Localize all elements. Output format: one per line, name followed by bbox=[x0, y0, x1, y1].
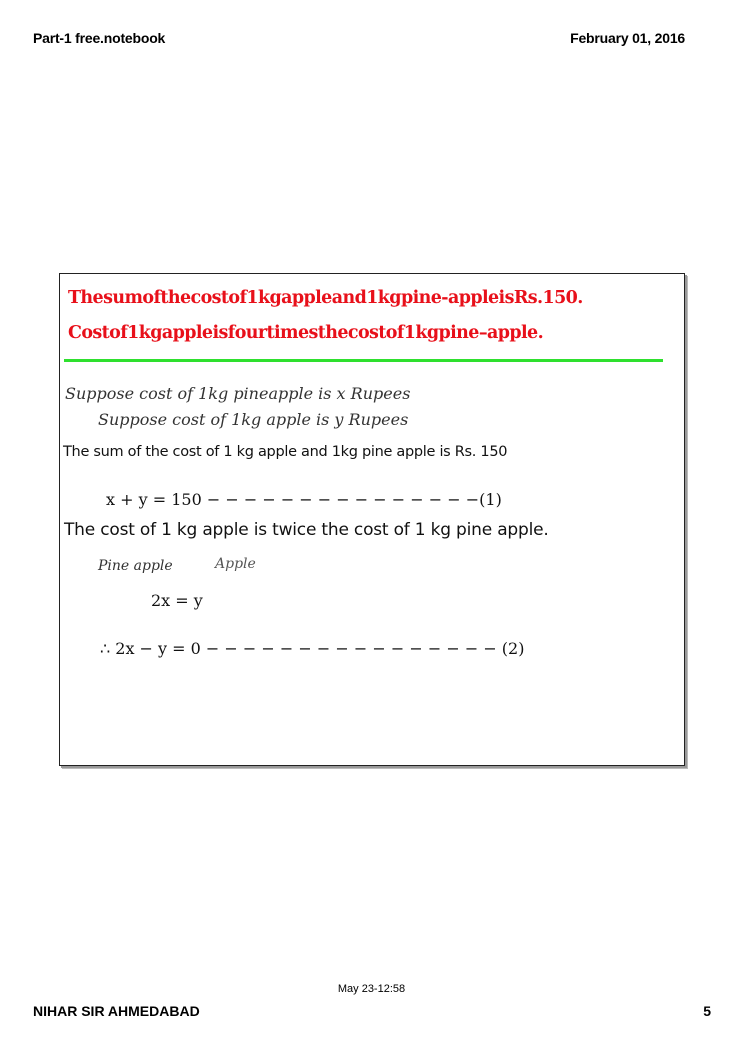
problem-title-line-1: Thesumofthecostof1kgappleand1kgpine-appleisRs.150. bbox=[68, 288, 583, 308]
footer-timestamp: May 23-12:58 bbox=[337, 983, 406, 995]
assumption-apple: Suppose cost of 1kg apple is y Rupees bbox=[98, 410, 409, 429]
page-number: 5 bbox=[703, 1003, 711, 1019]
notebook-slide bbox=[59, 273, 685, 766]
equation-2: ∴ 2x − y = 0 − − − − − − − − − − − − − − − − (2) bbox=[100, 639, 525, 658]
relation-equation: 2x = y bbox=[151, 591, 203, 610]
problem-title-line-2: Costof1kgappleisfourtimesthecostof1kgpine–apple. bbox=[68, 323, 544, 343]
title-divider bbox=[64, 359, 663, 362]
footer-author: NIHAR SIR AHMEDABAD bbox=[33, 1003, 200, 1019]
assumption-pineapple: Suppose cost of 1kg pineapple is x Rupees bbox=[65, 384, 411, 403]
label-pineapple: Pine apple bbox=[98, 558, 173, 574]
sum-condition-text: The sum of the cost of 1 kg apple and 1kg pine apple is Rs. 150 bbox=[63, 444, 508, 460]
equation-1: x + y = 150 − − − − − − − − − − − − − − −(1) bbox=[106, 490, 502, 509]
notebook-title: Part-1 free.notebook bbox=[33, 30, 166, 46]
header-date: February 01, 2016 bbox=[570, 30, 685, 46]
twice-condition-text: The cost of 1 kg apple is twice the cost of 1 kg pine apple. bbox=[64, 520, 549, 540]
label-apple: Apple bbox=[215, 556, 256, 572]
